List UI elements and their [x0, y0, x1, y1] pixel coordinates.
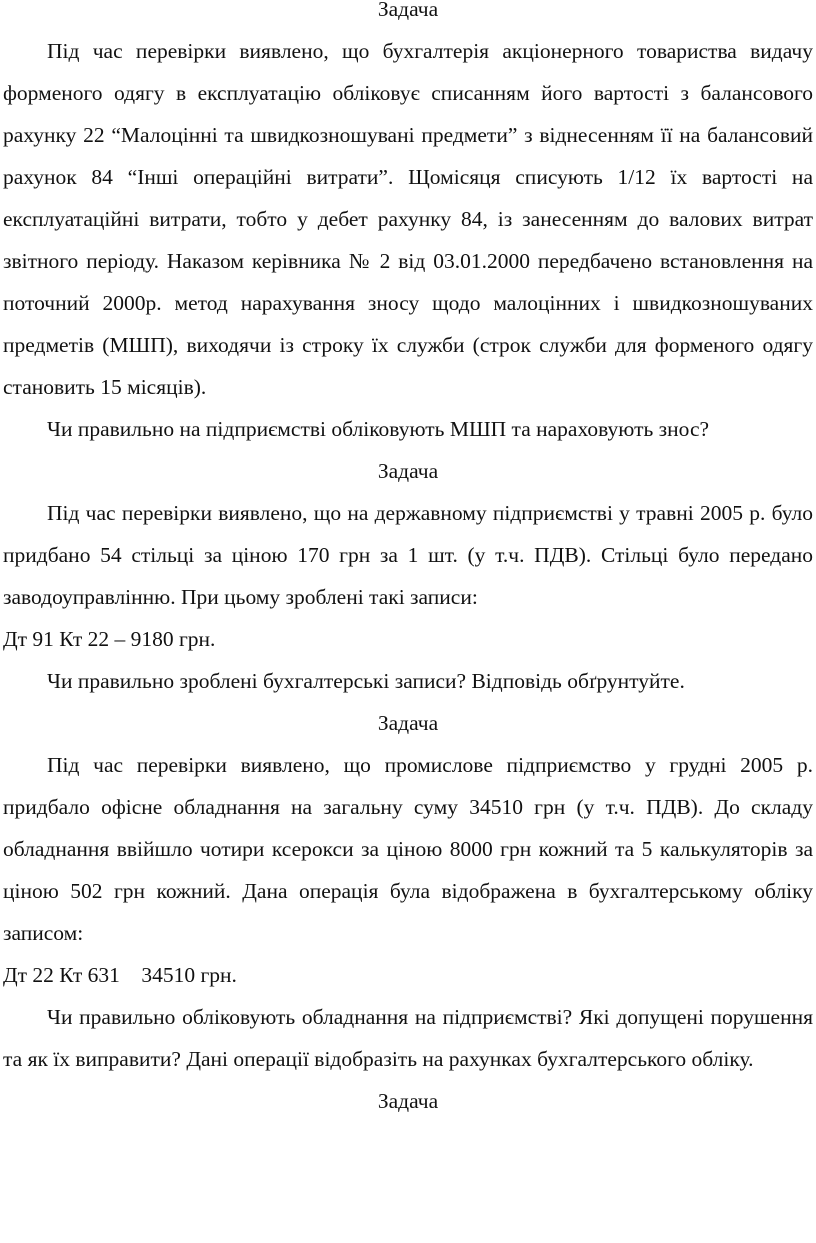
accounting-entry: Дт 22 Кт 631 34510 грн.: [3, 963, 237, 987]
task-2: [3, 450, 813, 702]
task-question: Чи правильно на підприємстві обліковують МШП та нараховують знос?: [47, 417, 710, 441]
accounting-entry: Дт 91 Кт 22 – 9180 грн.: [3, 627, 216, 651]
task-body: Під час перевірки виявлено, що на державному підприємстві у травні 2005 р. було придбано 54 стільці за ціною 170 грн за 1 шт. (у т.ч. ПДВ). Стільці було передано заводоуправлінню. При цьому зроблені такі записи:: [3, 501, 813, 609]
task-3: [3, 702, 813, 1080]
task-heading: Задача: [377, 0, 439, 21]
task-1: [3, 0, 813, 450]
task-heading: Задача: [377, 1089, 439, 1113]
task-body: Під час перевірки виявлено, що бухгалтерія акціонерного товариства видачу форменого одягу в експлуатацію обліковує списанням його вартості з балансового рахунку 22 “Малоцінні та швидкозношувані предмети” з віднесенням її на балансовий рахунок 84 “Інші операційні витрати”. Щомісяця списують 1/12 їх вартості на експлуатаційні витрати, тобто у дебет рахунку 84, із занесенням до валових витрат звітного періоду. Наказом керівника № 2 від 03.01.2000 передбачено встановлення на поточний 2000р. метод нарахування зносу щодо малоцінних і швидкозношуваних предметів (МШП), виходячи із строку їх служби (строк служби для форменого одягу становить 15 місяців).: [3, 39, 813, 399]
task-heading: Задача: [377, 459, 439, 483]
task-body: Під час перевірки виявлено, що промислове підприємство у грудні 2005 р. придбало офісне обладнання на загальну суму 34510 грн (у т.ч. ПДВ). До складу обладнання ввійшло чотири ксерокси за ціною 8000 грн кожний та 5 калькуляторів за ціною 502 грн кожний. Дана операція була відображена в бухгалтерському обліку записом:: [3, 753, 813, 945]
task-question: Чи правильно обліковують обладнання на підприємстві? Які допущені порушення та як їх виправити? Дані операції відобразіть на рахунках бухгалтерського обліку.: [3, 1005, 813, 1071]
task-heading: Задача: [377, 711, 439, 735]
task-question: Чи правильно зроблені бухгалтерські записи? Відповідь обґрунтуйте.: [47, 669, 685, 693]
task-4: [3, 1080, 813, 1122]
